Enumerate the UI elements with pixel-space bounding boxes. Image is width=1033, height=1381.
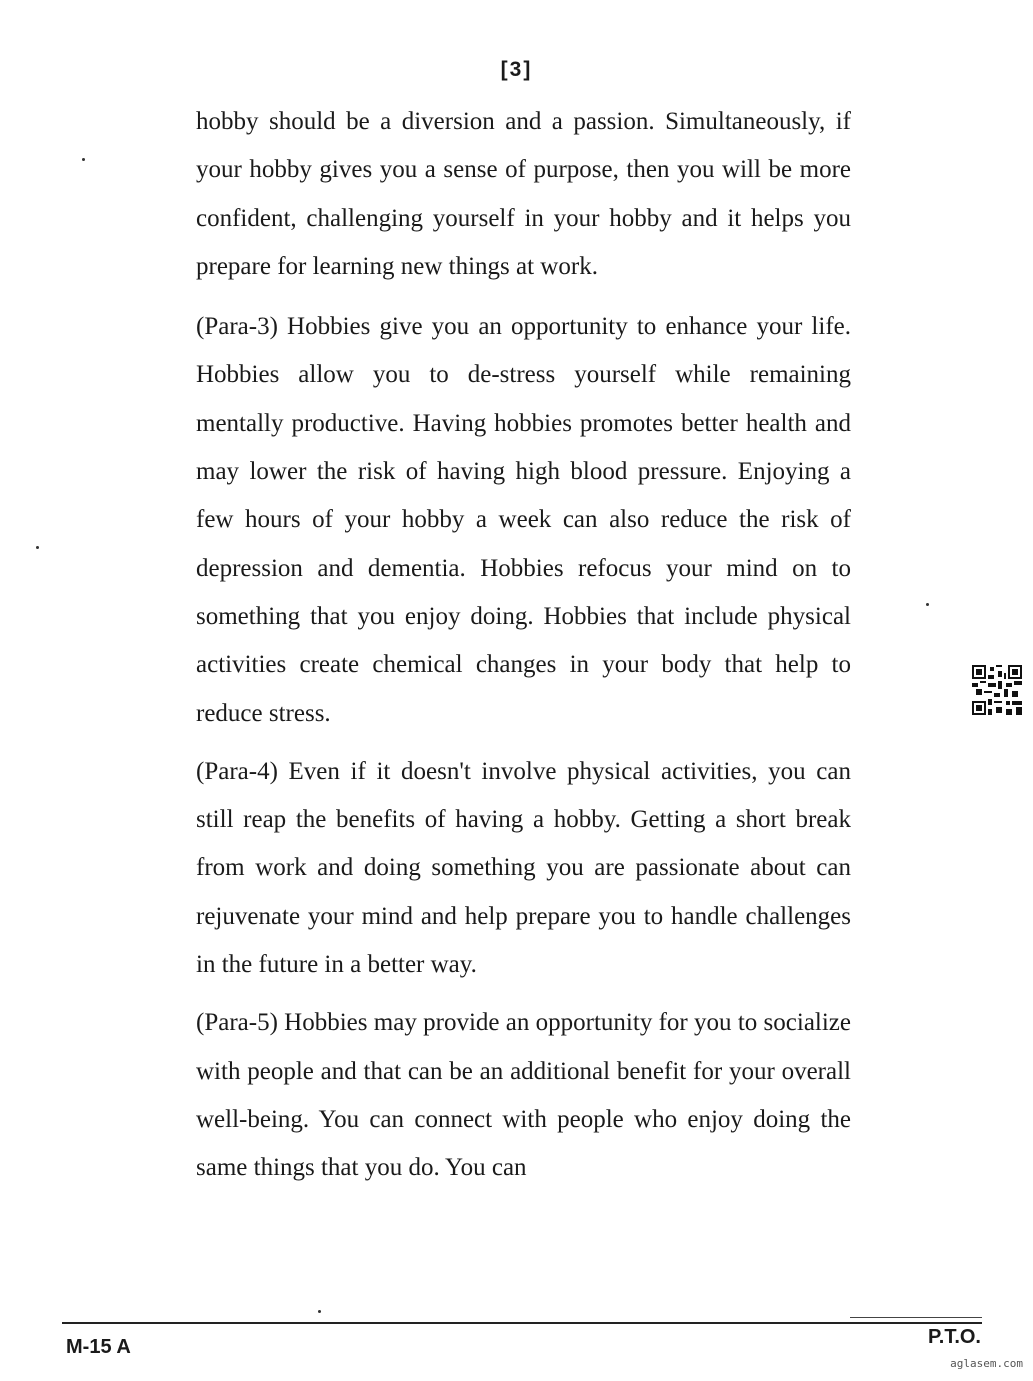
paragraph-4: (Para-4) Even if it doesn't involve physical activities, you can still reap the benefits of having a hobby. Getting a short break from work and doing something you are passionate about can rejuvenate your mind and help prepare you to handle challenges in the future in a better way. bbox=[196, 757, 851, 979]
paragraph-3: (Para-3) Hobbies give you an opportunity to enhance your life. Hobbies allow you to de-stress yourself while remaining mentally productive. Having hobbies promotes better health and may lower the risk of having high blood pressure. Enjoying a few hours of your hobby a week can also reduce the risk of depression and dementia. Hobbies refocus your mind on to something that you enjoy doing. Hobbies that include physical activities create chemical changes in your body that help to reduce stress. bbox=[196, 313, 851, 727]
please-turn-over: P.T.O. bbox=[928, 1326, 981, 1348]
watermark: aglasem.com bbox=[950, 1357, 1023, 1370]
paper-code: M-15 A bbox=[66, 1336, 131, 1358]
scan-speck bbox=[926, 603, 929, 606]
paragraph-continuation: hobby should be a diversion and a passion. Simultaneously, if your hobby gives you a sense of purpose, then you will be more confident, challenging yourself in your hobby and it helps you prepare for learning new things at work. bbox=[196, 108, 851, 280]
scan-speck bbox=[82, 158, 85, 161]
body-text bbox=[196, 98, 851, 1203]
footer-rule bbox=[62, 1322, 982, 1324]
page-number: [3] bbox=[500, 58, 533, 81]
paragraph-5: (Para-5) Hobbies may provide an opportunity for you to socialize with people and that can be an additional benefit for your overall well-being. You can connect with people who enjoy doing the same things that you do. You can bbox=[196, 1009, 851, 1182]
qr-code-icon bbox=[972, 665, 1022, 715]
scan-speck bbox=[36, 546, 39, 549]
scan-speck bbox=[318, 1310, 321, 1313]
footer-rule-accent bbox=[850, 1317, 982, 1318]
